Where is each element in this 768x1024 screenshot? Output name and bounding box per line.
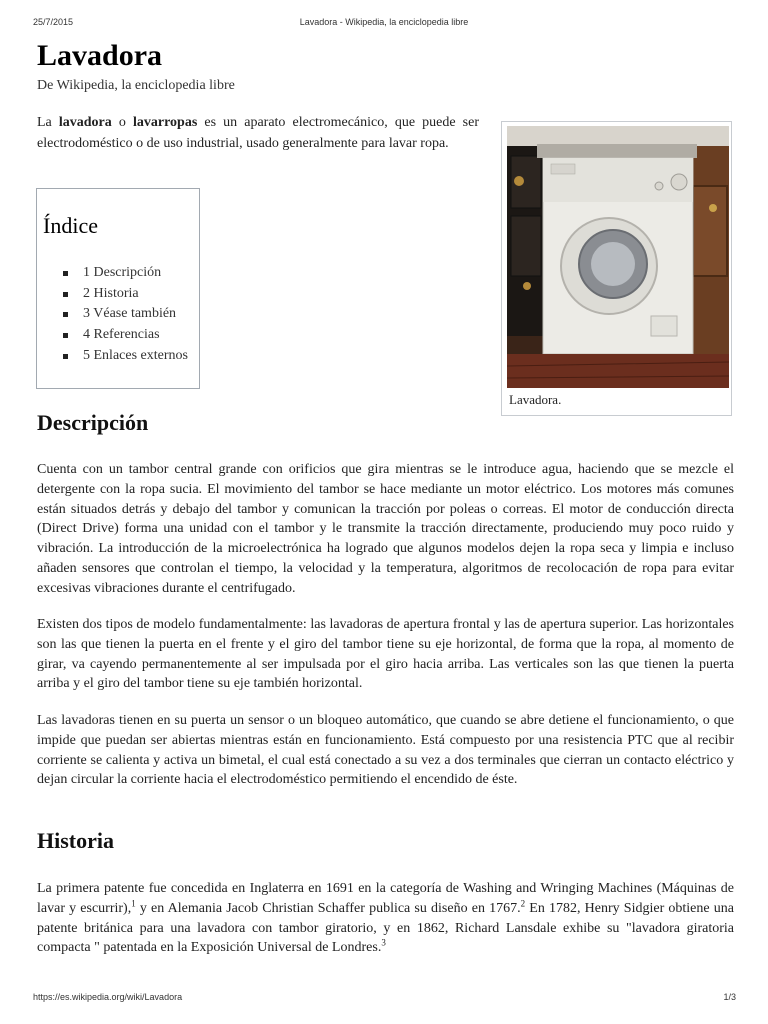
table-of-contents [36, 188, 200, 389]
paragraph-descripcion-1: Cuenta con un tambor central grande con orificios que gira mientras se le introduce agua, haciendo que se mezcle el detergente con la ropa sucia. El movimiento del tambor se hace mediante un motor eléctrico. Los motores más comunes están situados detrás y debajo del tambor y comunican la tracción por poleas o correas. El motor de conducción directa (Direct Drive) forma una unidad con el tambor y le transmite la tracción directamente, produciendo muy poco ruido y vibración. La introducción de la microelectrónica ha logrado que algunos modelos dejen la ropa seca y limpia e incluso añaden sensores que controlan el tiempo, la velocidad y la temperatura, algoritmos de recolocación de ropa para evitar excesivas vibraciones durante el centrifugado. [37, 462, 734, 596]
section-heading-historia: Historia [37, 828, 114, 853]
toc-item-descripcion[interactable]: 1 Descripción [63, 263, 188, 284]
print-url: https://es.wikipedia.org/wiki/Lavadora [33, 992, 183, 1002]
washing-machine-illustration [507, 126, 729, 388]
print-footer [0, 992, 768, 1006]
toc-item-enlaces-externos[interactable]: 5 Enlaces externos [63, 346, 188, 367]
section-heading-descripcion: Descripción [37, 410, 149, 435]
paragraph-descripcion-3: Las lavadoras tienen en su puerta un sensor o un bloqueo automático, que cuando se abre detiene el funcionamiento, o que impide que puedan ser abiertas mientras están en funcionamiento. Está compuesto por una resistencia PTC que al recibir corriente se calienta y activa un bimetal, el cual está conectado a su vez a dos terminales que cierran un contacto eléctrico y dejan circular la corriente hacia el electrodoméstico permitiendo el encendido de éste. [37, 713, 734, 788]
toc-heading: Índice [43, 213, 98, 238]
lead-text-2: o [111, 115, 133, 130]
historia-text-3: En 1782, Henry Sidgier obtiene una patente británica para una lavadora con tambor giratorio, y en 1862, Richard Lansdale exhibe su "lavadora giratoria compacta " patentada en la Exposición Universal de Londres. [37, 900, 734, 956]
lead-text-3: es un aparato electromecánico, que puede ser electrodoméstico o de uso industrial, usado generalmente para lavar ropa. [37, 115, 480, 151]
historia-text-2: y en Alemania Jacob Christian Schaffer publica su diseño en 1767. [135, 900, 521, 916]
print-header [0, 17, 768, 31]
image-caption: Lavadora. [509, 392, 562, 407]
paragraph-historia-1 [37, 879, 734, 958]
lead-text-1: La [37, 115, 59, 130]
lead-paragraph [37, 113, 479, 154]
page-subtitle: De Wikipedia, la enciclopedia libre [37, 78, 235, 93]
page-number: 1/3 [723, 992, 736, 1002]
paragraph-descripcion-2: Existen dos tipos de modelo fundamentalmente: las lavadoras de apertura frontal y las de apertura superior. Las horizontales son las que tienen la puerta en el frente y el giro del tambor tiene su eje horizontal, de forma que la ropa, al momento de girar, va cayendo permanentemente al ser impulsada por el giro hacia arriba. Las verticales son las que tienen la puerta arriba y el giro del tambor tiene su eje también horizontal. [37, 617, 734, 692]
reference-link-1[interactable]: 1 [131, 898, 136, 909]
print-date: 25/7/2015 [33, 17, 74, 27]
historia-text-1: La primera patente fue concedida en Inglaterra en 1691 en la categoría de Washing and Wringing Machines (Máquinas de lavar y escurrir), [37, 881, 734, 916]
page-title: Lavadora [37, 39, 163, 72]
washing-machine-photo[interactable] [507, 126, 729, 388]
lead-bold-lavadora: lavadora [58, 115, 112, 130]
lead-bold-lavarropas: lavarropas [132, 115, 198, 130]
print-title: Lavadora - Wikipedia, la enciclopedia libre [299, 17, 469, 27]
reference-link-3[interactable]: 3 [381, 937, 386, 948]
reference-link-2[interactable]: 2 [520, 898, 526, 909]
image-thumbnail [501, 121, 732, 416]
toc-item-referencias[interactable]: 4 Referencias [63, 325, 188, 346]
toc-list [63, 263, 188, 367]
toc-item-historia[interactable]: 2 Historia [63, 284, 188, 305]
toc-item-vease-tambien[interactable]: 3 Véase también [63, 304, 188, 325]
